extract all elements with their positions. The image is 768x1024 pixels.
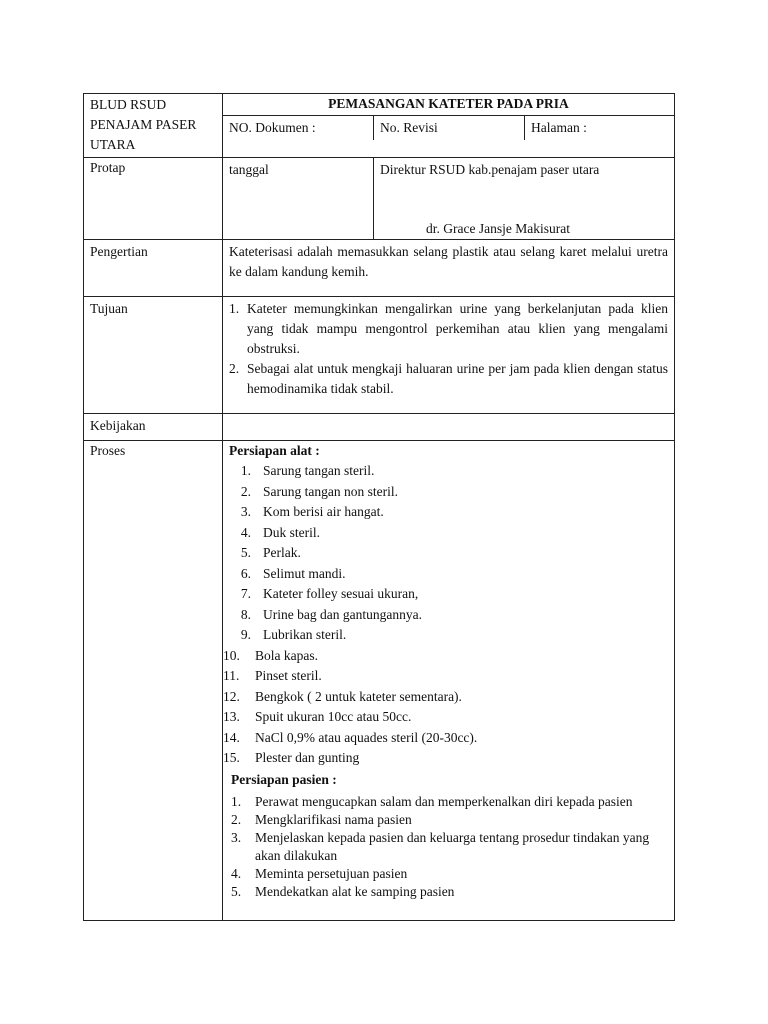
doc-fields-cell <box>223 116 675 158</box>
pengertian-label: Pengertian <box>84 240 223 297</box>
pengertian-text: Kateterisasi adalah memasukkan selang plastik atau selang karet melalui uretra ke dalam kandung kemih. <box>223 240 675 297</box>
institution-line3: UTARA <box>90 137 136 152</box>
list-item: 12. Bengkok ( 2 untuk kateter sementara). <box>223 688 462 704</box>
list-item: 5. Mendekatkan alat ke samping pasien <box>231 883 455 899</box>
persiapan-alat-heading: Persiapan alat : <box>229 443 320 458</box>
sop-table <box>83 93 675 921</box>
persiapan-pasien-heading: Persiapan pasien : <box>231 771 337 787</box>
list-item: 1. Perawat mengucapkan salam dan memperkenalkan diri kepada pasien <box>231 793 633 809</box>
list-item: 3. Menjelaskan kepada pasien dan keluarga tentang prosedur tindakan yang akan dilakukan <box>231 829 650 863</box>
list-item: 14. NaCl 0,9% atau aquades steril (20-30cc). <box>223 729 478 745</box>
list-item: 1. Kateter memungkinkan mengalirkan urine yang berkelanjutan pada klien yang tidak mampu mengontrol perkemihan atau klien yang mengalami obstruksi. <box>229 301 668 356</box>
list-item: 6. Selimut mandi. <box>240 565 346 581</box>
institution-line2: PENAJAM PASER <box>90 117 197 132</box>
tujuan-list <box>223 299 668 399</box>
protap-label: Protap <box>84 158 223 240</box>
persiapan-alat-list <box>223 461 668 769</box>
persiapan-pasien-list <box>229 793 668 901</box>
proses-label: Proses <box>84 441 223 921</box>
tanggal-field: tanggal <box>229 162 269 177</box>
list-item: 3. Kom berisi air hangat. <box>240 504 384 519</box>
list-item: 7. Kateter folley sesuai ukuran, <box>240 586 419 601</box>
direktur-title: Direktur RSUD kab.penajam paser utara <box>380 162 600 177</box>
institution-cell <box>84 94 223 158</box>
list-item: 13. Spuit ukuran 10cc atau 50cc. <box>223 709 412 724</box>
list-item: 15. Plester dan gunting <box>223 750 360 765</box>
list-item: 8. Urine bag dan gantungannya. <box>240 606 422 622</box>
list-item: 2. Sebagai alat untuk mengkaji haluaran urine per jam pada klien dengan status hemodinamika tidak stabil. <box>229 361 668 396</box>
kebijakan-cell <box>223 414 675 441</box>
kebijakan-label: Kebijakan <box>84 414 223 441</box>
list-item: 2. Mengklarifikasi nama pasien <box>231 811 412 827</box>
protap-cell <box>223 158 675 240</box>
no-revisi-field: No. Revisi <box>374 116 525 140</box>
halaman-field: Halaman : <box>525 116 675 140</box>
list-item: 4. Meminta persetujuan pasien <box>231 865 408 881</box>
tujuan-cell <box>223 297 675 414</box>
no-dokumen-field: NO. Dokumen : <box>229 120 316 135</box>
list-item: 9. Lubrikan steril. <box>240 627 347 642</box>
institution-line1: BLUD RSUD <box>90 97 167 112</box>
direktur-cell <box>374 158 675 239</box>
proses-cell <box>223 441 675 921</box>
list-item: 11. Pinset steril. <box>223 668 322 683</box>
document-title: PEMASANGAN KATETER PADA PRIA <box>223 94 675 116</box>
tujuan-label: Tujuan <box>84 297 223 414</box>
signatory-name: dr. Grace Jansje Makisurat <box>426 221 570 236</box>
list-item: 4. Duk steril. <box>240 524 320 540</box>
list-item: 5. Perlak. <box>240 545 301 560</box>
list-item: 2. Sarung tangan non steril. <box>240 483 398 499</box>
list-item: 1. Sarung tangan steril. <box>240 463 375 478</box>
list-item: 10. Bola kapas. <box>223 647 318 663</box>
